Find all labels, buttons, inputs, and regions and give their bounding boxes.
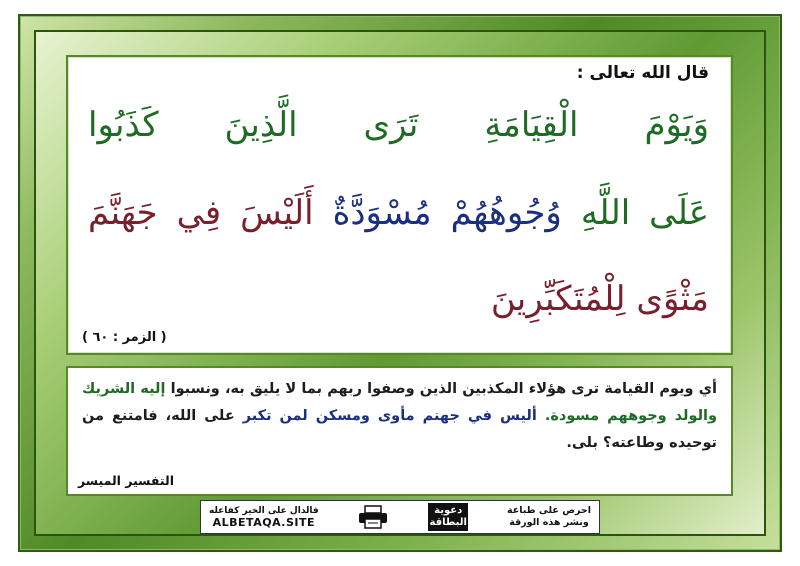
tafsir-source: التفسير الميسر <box>78 473 174 488</box>
verse-panel <box>66 55 733 355</box>
verse-line-2-part-c: أَلَيْسَ فِي جَهَنَّمَ <box>88 193 314 233</box>
verse-reference: ( الزمر : ٦٠ ) <box>82 330 167 345</box>
tafsir-panel <box>66 366 733 496</box>
footer-motto: فالدال على الخير كفاعله <box>209 506 319 516</box>
tafsir-part-3: أليس في جهنم مأوى ومسكن لمن تكبر <box>242 408 537 424</box>
site-link[interactable]: ALBETAQA.SITE <box>212 516 316 529</box>
footer-left <box>209 506 319 528</box>
verse-line-2-part-b: وُجُوهُهُمْ مُسْوَدَّةٌ <box>332 193 562 233</box>
tafsir-part-4: على الله، فامتنع من توحيده وطاعته؟ بلى. <box>82 408 717 451</box>
tafsir-text <box>82 376 717 457</box>
printer-icon <box>357 505 389 529</box>
logo-line-1: دعوية <box>434 505 463 516</box>
verse-line-3: مَثْوًى لِلْمُتَكَبِّرِينَ <box>490 279 709 319</box>
verse-line-1: وَيَوْمَ الْقِيَامَةِ تَرَى الَّذِينَ كَذَبُوا <box>88 105 709 145</box>
verse-line-2-part-a: عَلَى اللَّهِ <box>580 193 710 233</box>
tafsir-part-1: أي ويوم القيامة ترى هؤلاء المكذبين الذين وصفوا ربهم بما لا يليق به، ونسبوا <box>170 381 717 397</box>
footer-right <box>507 505 591 529</box>
logo-line-2: البطاقة <box>429 517 467 528</box>
footer-right-line-2: ونشر هذه الورقة <box>509 517 589 528</box>
verse-line-2 <box>88 193 709 234</box>
verse-intro: قال الله تعالى : <box>576 63 709 83</box>
tafsir-part-2: إليه الشريك والولد وجوههم مسودة. <box>82 381 717 424</box>
footer-right-line-1: احرص على طباعة <box>506 505 591 516</box>
footer-banner <box>200 500 600 534</box>
logo <box>428 503 468 531</box>
